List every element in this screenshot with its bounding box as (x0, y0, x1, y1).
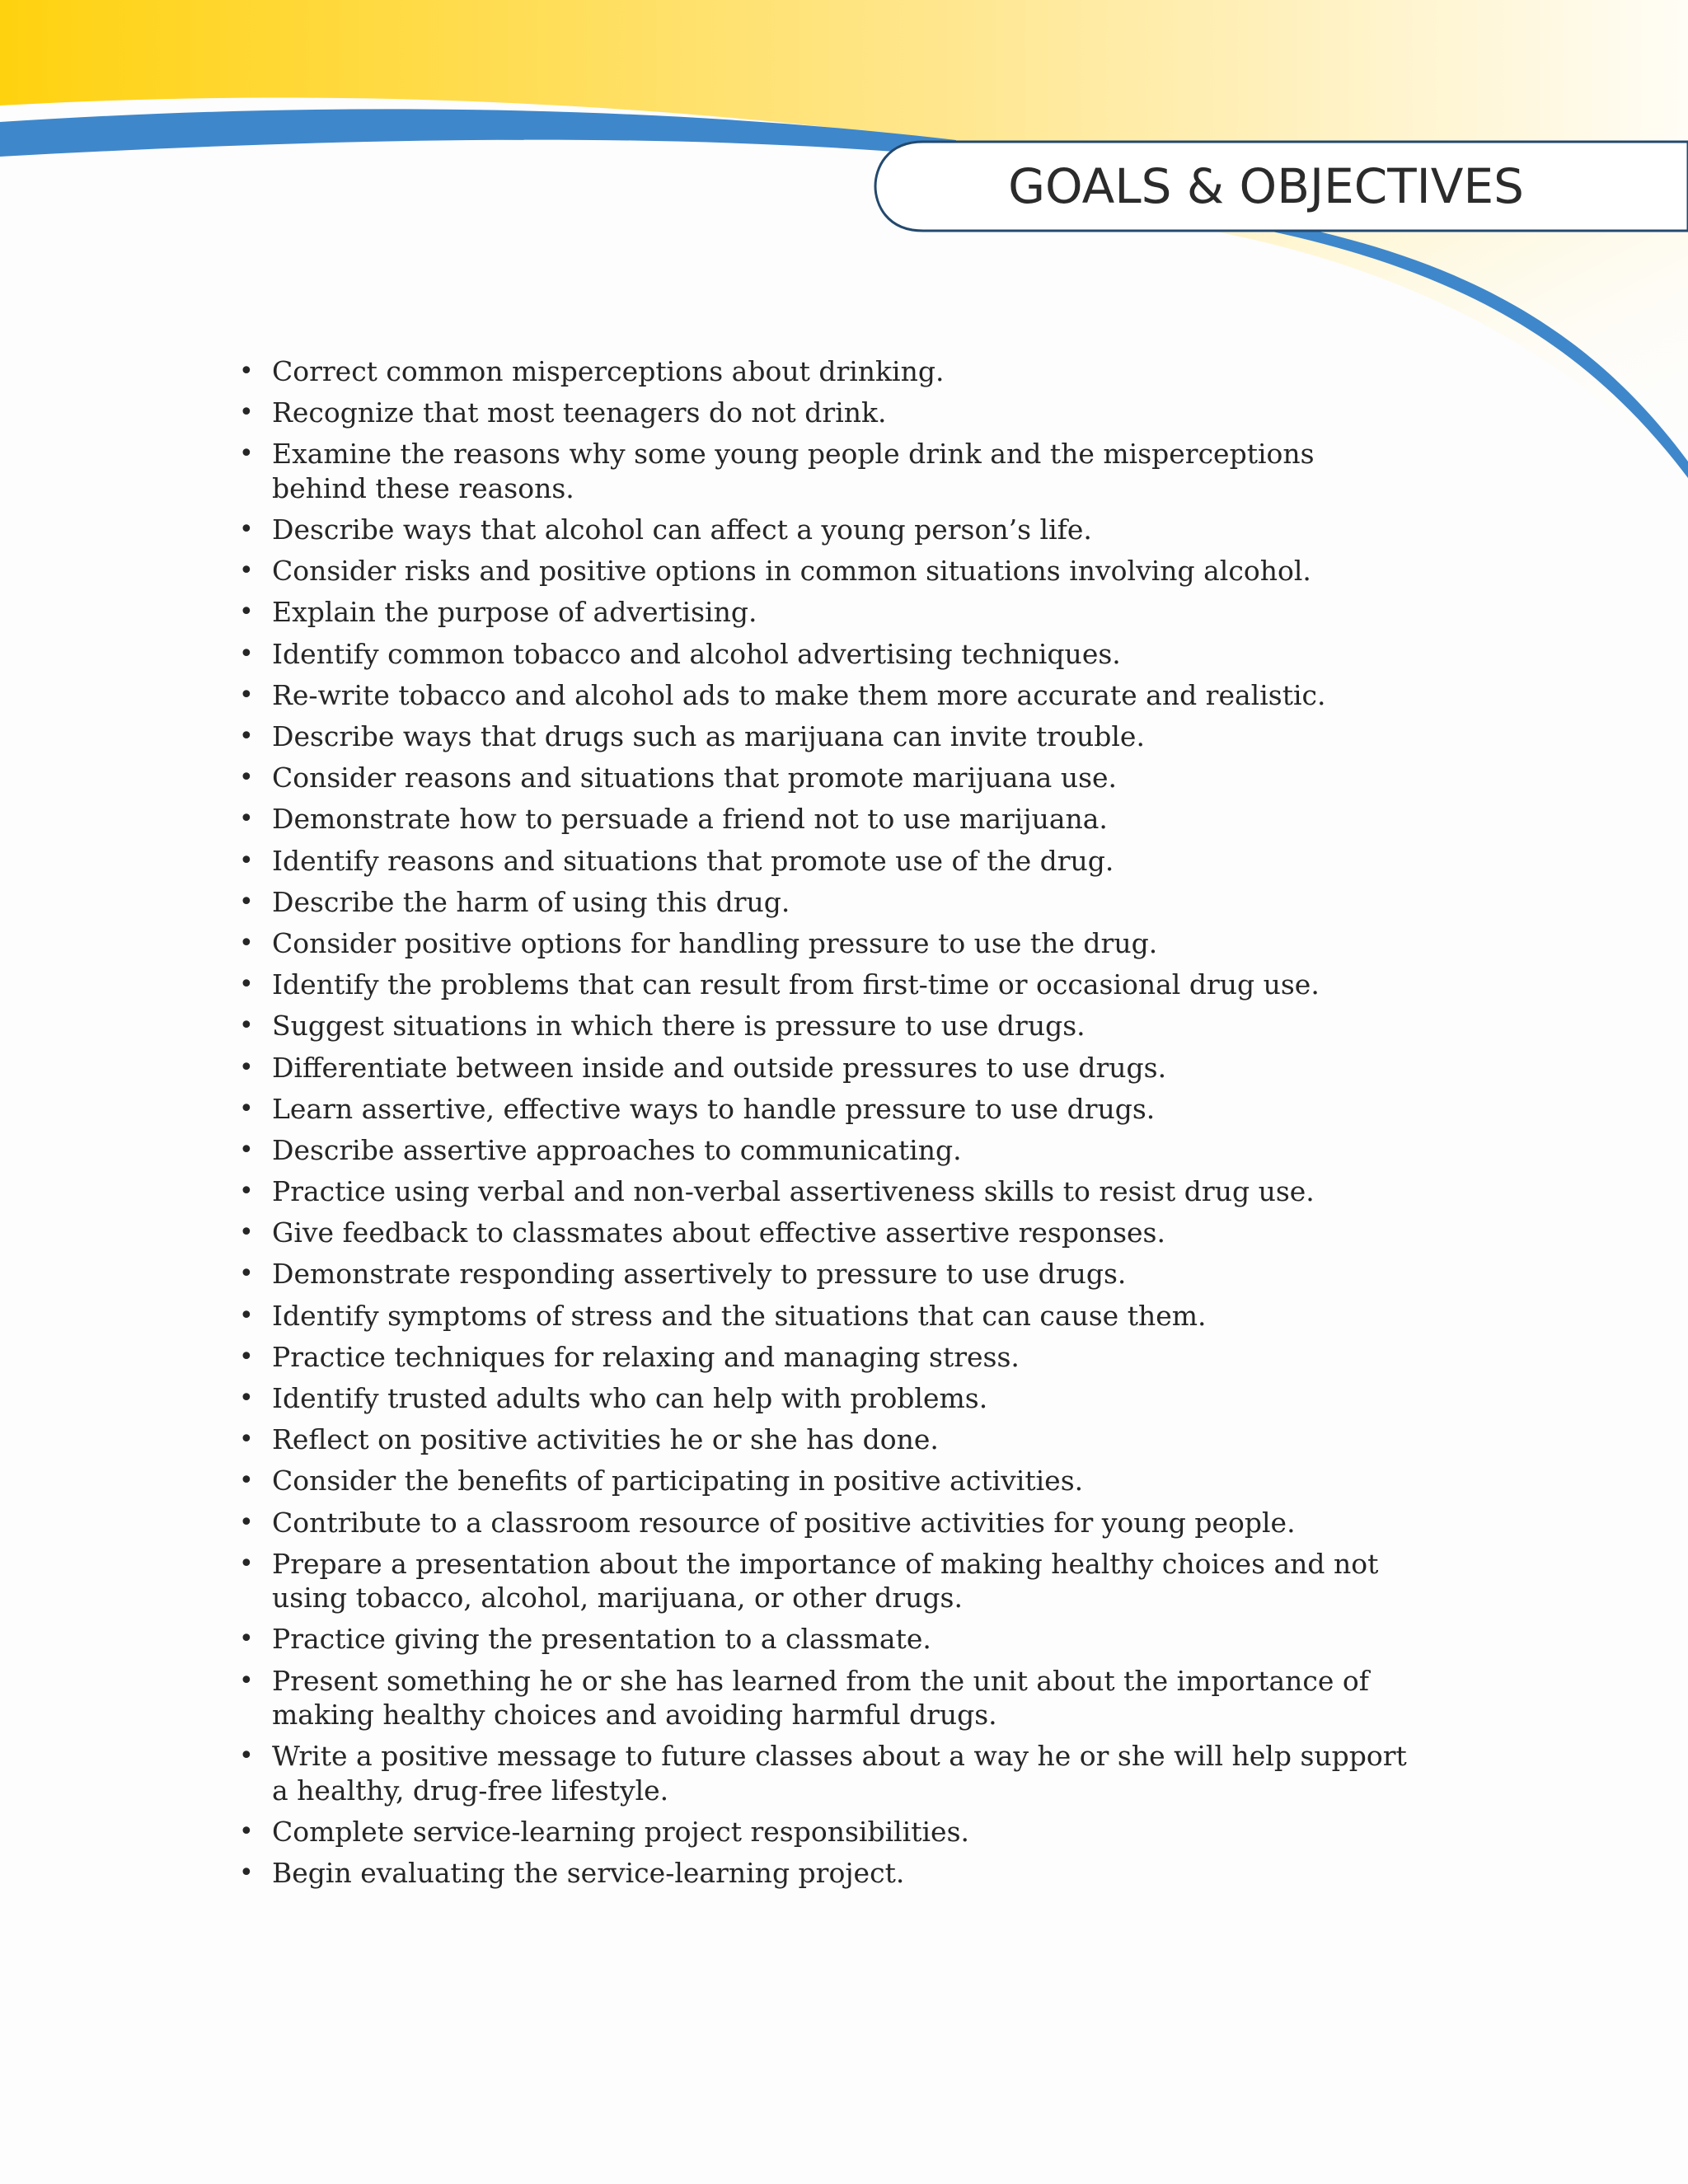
list-item (239, 678, 1409, 713)
list-item-text: Explain the purpose of advertising. (272, 596, 757, 629)
list-item-text: Contribute to a classroom resource of positive activities for young people. (272, 1506, 1296, 1539)
list-item-text: Demonstrate how to persuade a friend not to use marijuana. (272, 803, 1108, 836)
bullet-icon: • (239, 970, 254, 1000)
list-item-text: Consider reasons and situations that promote marijuana use. (272, 762, 1118, 794)
bullet-icon: • (239, 1011, 254, 1041)
page-title: GOALS & OBJECTIVES (1008, 158, 1524, 214)
list-item-text: Present something he or she has learned from the unit about the importance of making healthy choices and avoiding harmful drugs. (272, 1664, 1370, 1732)
bullet-icon: • (239, 1259, 254, 1289)
list-item (239, 1257, 1409, 1291)
bullet-icon: • (239, 1177, 254, 1207)
bullet-icon: • (239, 439, 254, 469)
bullet-icon: • (239, 1342, 254, 1371)
list-item (239, 761, 1409, 795)
list-item-text: Differentiate between inside and outside pressures to use drugs. (272, 1051, 1167, 1084)
bullet-icon: • (239, 1466, 254, 1496)
list-item (239, 1340, 1409, 1375)
bullet-icon: • (239, 1218, 254, 1248)
list-item-text: Learn assertive, effective ways to handle pressure to use drugs. (272, 1092, 1156, 1125)
bullet-icon: • (239, 928, 254, 958)
list-item (239, 1009, 1409, 1043)
list-item-text: Identify common tobacco and alcohol advertising techniques. (272, 637, 1121, 670)
bullet-icon: • (239, 1666, 254, 1695)
list-item-text: Give feedback to classmates about effective assertive responses. (272, 1216, 1165, 1249)
bullet-icon: • (239, 1301, 254, 1330)
list-item (239, 1739, 1409, 1807)
list-item (239, 513, 1409, 547)
bullet-icon: • (239, 1094, 254, 1123)
bullet-icon: • (239, 722, 254, 751)
list-item (239, 1664, 1409, 1732)
list-item (239, 1174, 1409, 1209)
list-item (239, 1092, 1409, 1127)
list-item-text: Consider the benefits of participating in positive activities. (272, 1465, 1084, 1497)
list-item (239, 1422, 1409, 1457)
list-item-text: Identify symptoms of stress and the situations that can cause them. (272, 1299, 1207, 1332)
list-item (239, 1133, 1409, 1168)
list-item (239, 1051, 1409, 1085)
bullet-icon: • (239, 1052, 254, 1082)
list-item (239, 968, 1409, 1002)
list-item (239, 926, 1409, 961)
bullet-icon: • (239, 887, 254, 916)
list-item (239, 1464, 1409, 1498)
list-item-text: Identify the problems that can result from first-time or occasional drug use. (272, 968, 1320, 1001)
bullet-icon: • (239, 515, 254, 545)
list-item (239, 1299, 1409, 1333)
list-item-text: Examine the reasons why some young people drink and the misperceptions behind these reasons. (272, 438, 1315, 504)
bullet-icon: • (239, 1858, 254, 1888)
objectives-list (239, 354, 1409, 1897)
list-item-text: Describe ways that alcohol can affect a young person’s life. (272, 513, 1092, 546)
list-item-text: Begin evaluating the service-learning project. (272, 1857, 905, 1890)
list-item-text: Prepare a presentation about the importance of making healthy choices and not using tobacco, alcohol, marijuana, or other drugs. (272, 1547, 1379, 1615)
bullet-icon: • (239, 1624, 254, 1654)
list-item-text: Write a positive message to future classes about a way he or she will help support a healthy, drug-free lifestyle. (272, 1740, 1407, 1807)
list-item (239, 354, 1409, 389)
list-item-text: Reflect on positive activities he or she has done. (272, 1423, 939, 1456)
bullet-icon: • (239, 1817, 254, 1846)
list-item (239, 1381, 1409, 1416)
list-item-text: Re-write tobacco and alcohol ads to make them more accurate and realistic. (272, 678, 1326, 711)
list-item-text: Practice techniques for relaxing and managing stress. (272, 1340, 1020, 1373)
list-item (239, 1506, 1409, 1540)
list-item-text: Identify reasons and situations that promote use of the drug. (272, 844, 1114, 877)
list-item (239, 1815, 1409, 1849)
list-item-text: Demonstrate responding assertively to pressure to use drugs. (272, 1258, 1127, 1291)
bullet-icon: • (239, 639, 254, 668)
list-item-text: Identify trusted adults who can help with problems. (272, 1382, 988, 1414)
list-item-text: Practice giving the presentation to a classmate. (272, 1623, 931, 1656)
bullet-icon: • (239, 1507, 254, 1537)
bullet-icon: • (239, 398, 254, 428)
bullet-icon: • (239, 846, 254, 875)
list-item (239, 1856, 1409, 1891)
bullet-icon: • (239, 1549, 254, 1578)
list-item (239, 1622, 1409, 1657)
list-item-text: Practice using verbal and non-verbal assertiveness skills to resist drug use. (272, 1175, 1315, 1208)
list-item (239, 1216, 1409, 1250)
bullet-icon: • (239, 1135, 254, 1165)
list-item-text: Describe ways that drugs such as marijuana can invite trouble. (272, 720, 1145, 752)
list-item-text: Recognize that most teenagers do not drink. (272, 396, 887, 429)
list-item (239, 396, 1409, 430)
list-item-text: Suggest situations in which there is pressure to use drugs. (272, 1010, 1085, 1043)
list-item (239, 437, 1409, 505)
bullet-icon: • (239, 804, 254, 834)
bullet-icon: • (239, 556, 254, 586)
list-item-text: Describe assertive approaches to communicating. (272, 1133, 962, 1166)
list-item (239, 802, 1409, 837)
bullet-icon: • (239, 357, 254, 386)
list-item-text: Describe the harm of using this drug. (272, 885, 790, 918)
bullet-icon: • (239, 1384, 254, 1413)
list-item (239, 885, 1409, 920)
bullet-icon: • (239, 1425, 254, 1455)
list-item (239, 719, 1409, 754)
list-item (239, 595, 1409, 630)
bullet-icon: • (239, 1741, 254, 1771)
list-item-text: Correct common misperceptions about drinking. (272, 355, 945, 387)
bullet-icon: • (239, 763, 254, 793)
list-item-text: Consider positive options for handling pressure to use the drug. (272, 926, 1158, 959)
list-item (239, 554, 1409, 588)
bullet-icon: • (239, 680, 254, 710)
bullet-icon: • (239, 598, 254, 627)
list-item-text: Consider risks and positive options in common situations involving alcohol. (272, 555, 1311, 588)
list-item (239, 1547, 1409, 1615)
list-item-text: Complete service-learning project responsibilities. (272, 1816, 969, 1848)
list-item (239, 637, 1409, 672)
list-item (239, 844, 1409, 879)
